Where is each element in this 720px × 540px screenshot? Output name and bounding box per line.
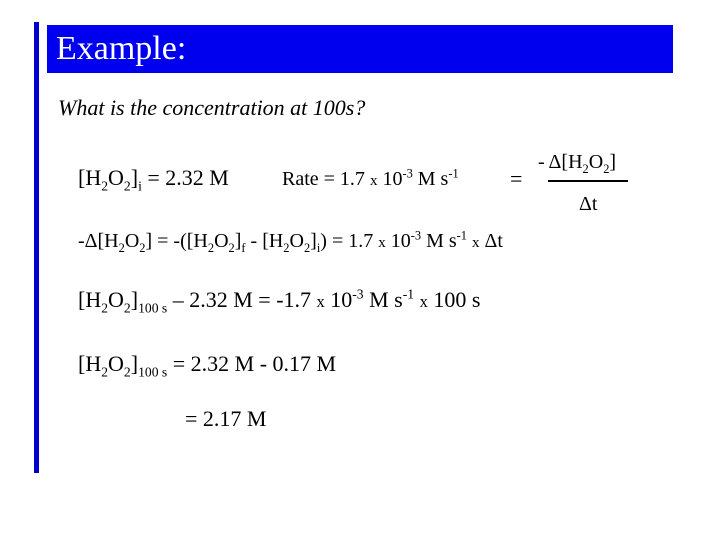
fraction-denominator: Δt [579, 193, 598, 215]
rate-equals-sign: = [510, 166, 523, 191]
subtraction-line: $[H_2O_2]_{100 s} = 2.32$ M - 0.17 M [78, 351, 337, 380]
question-text: What is the concentration at 100s? [58, 95, 366, 120]
fraction-numerator: - $\Delta[H_2O_2]$ [538, 151, 617, 176]
slide-title: Example: [56, 30, 187, 67]
final-answer: = 2.17 M [185, 406, 267, 431]
rate-expression: Rate = 1.7 x $10^{-3}$ M $s^{-1}$ [282, 166, 459, 190]
fraction-bar [548, 180, 628, 182]
left-accent-rule [34, 22, 39, 473]
rate-rearranged-line: $-\Delta[H_2O_2] = -([H_2O_2]_f - [H_2O_2]_i) = 1.7$ x $10^{-3}$ M $s^{-1}$ x Δt [78, 228, 503, 255]
given-concentration: $[H_2O_2]_i = 2.32$ M [78, 165, 229, 194]
substitution-line: $[H_2O_2]_{100 s} - 2.32$ M = -1.7 x $10^{-3}$ M $s^{-1}$ x 100 s [78, 286, 481, 316]
